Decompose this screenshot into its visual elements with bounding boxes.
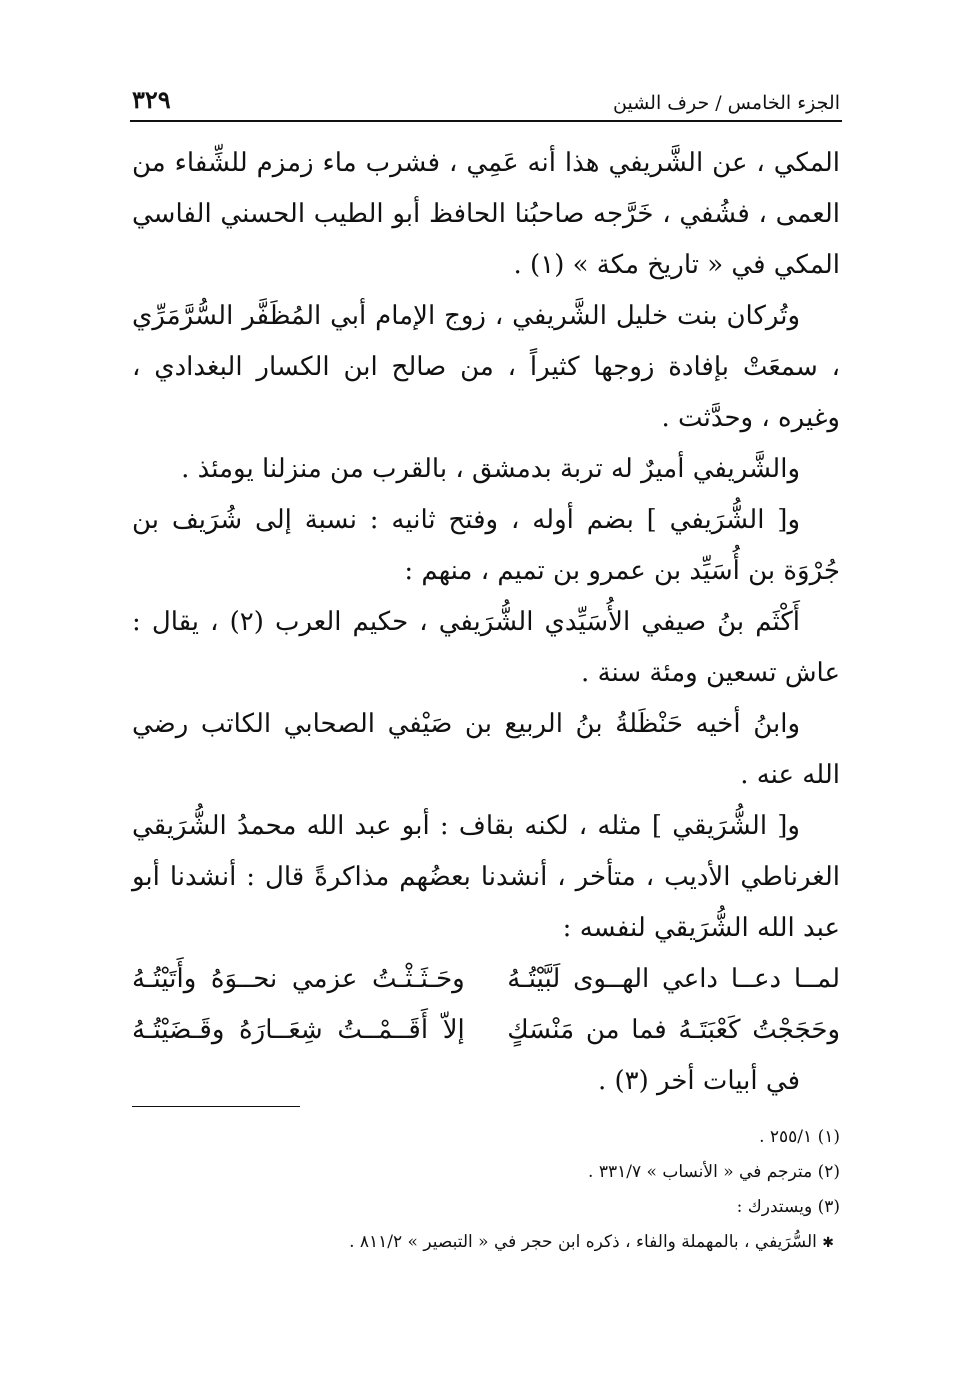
paragraph-7: و[ الشُّرَيقي ] مثله ، لكنه بقاف : أبو عبد الله محمدُ الشُّرَيقي الغرناطي الأديب ، متأخر ، أنشدنا بعضُهم مذاكرةً قال : أنشدنا أبو عبد الله الشُّرَيقي لنفسه : — [132, 811, 840, 943]
verse-1-second-hemistich: وحَـثَـثْـتُ عزمي نحــوَهُ وأَتَيْتُـهُ — [132, 964, 465, 994]
poem — [132, 954, 840, 1107]
poem-tail: في أبيات أخر (٣) . — [597, 1066, 800, 1096]
running-title: الجزء الخامس / حرف الشين — [613, 92, 840, 114]
footnote-separator — [132, 1106, 300, 1107]
page-header — [132, 82, 840, 114]
paragraph-3: والشَّريفي أميرٌ له تربة بدمشق ، بالقرب من منزلنا يومئذ . — [181, 454, 800, 484]
paragraph-6: وابنُ أخيه حَنْظَلةُ بنُ الربيع بن صَيْفي الصحابي الكاتب رضي الله عنه . — [132, 709, 840, 790]
paragraph-5: أَكْثَم بنُ صيفي الأُسَيِّدي الشُّرَيفي ، حكيم العرب (٢) ، يقال : عاش تسعين ومئة سنة . — [132, 607, 840, 688]
footnote-2: (٢) مترجم في « الأنساب » ٣٣١/٧ . — [588, 1162, 840, 1182]
book-page — [132, 0, 840, 1376]
paragraph-1: المكي ، عن الشَّريفي هذا أنه عَمِي ، فشرب ماء زمزم للشِّفاء من العمى ، فشُفي ، خَرَّجه صاحبُنا الحافظ أبو الطيب الحسني الفاسي المكي في « تاريخ مكة » (١) . — [132, 148, 840, 280]
verse-1 — [132, 954, 840, 1005]
paragraph-4: و[ الشُّرَيفي ] بضم أوله ، وفتح ثانيه : نسبة إلى شُرَيف بن جُرْوَة بن أُسَيِّد بن عمرو بن تميم ، منهم : — [132, 505, 840, 586]
verse-2-second-hemistich: إلاّ أَقَــمْــتُ شِعَــارَهُ وقَـضَيْتُـهُ — [132, 1015, 465, 1045]
footnotes — [132, 1120, 840, 1261]
footnote-3: (٣) ويستدرك : — [736, 1197, 840, 1217]
header-rule — [130, 120, 842, 122]
footnote-1: (١) ٢٥٥/١ . — [759, 1127, 840, 1147]
star-icon: ✱ — [822, 1235, 834, 1251]
verse-1-first-hemistich: لمــا دعــا داعي الهــوى لَبَّيْتُـهُ — [507, 964, 840, 994]
main-text — [132, 138, 840, 1107]
page-number: ٣٢٩ — [132, 85, 171, 114]
paragraph-2: وتُركان بنت خليل الشَّريفي ، زوج الإمام أبي المُظَفَّر السُّرَّمَرِّي ، سمعَتْ بإفادة زوجها كثيراً ، من صالح ابن الكسار البغدادي ، وغيره ، وحدَّثت . — [132, 301, 840, 433]
footnote-addendum — [132, 1225, 840, 1261]
verse-2-first-hemistich: وحَجَجْتُ كَعْبَتَـهُ فما من مَنْسَكٍ — [507, 1015, 840, 1045]
verse-2 — [132, 1005, 840, 1056]
footnote-addendum-text: السُّرَيفي ، بالمهملة والفاء ، ذكره ابن حجر في « التبصير » ٨١١/٢ . — [349, 1232, 817, 1252]
